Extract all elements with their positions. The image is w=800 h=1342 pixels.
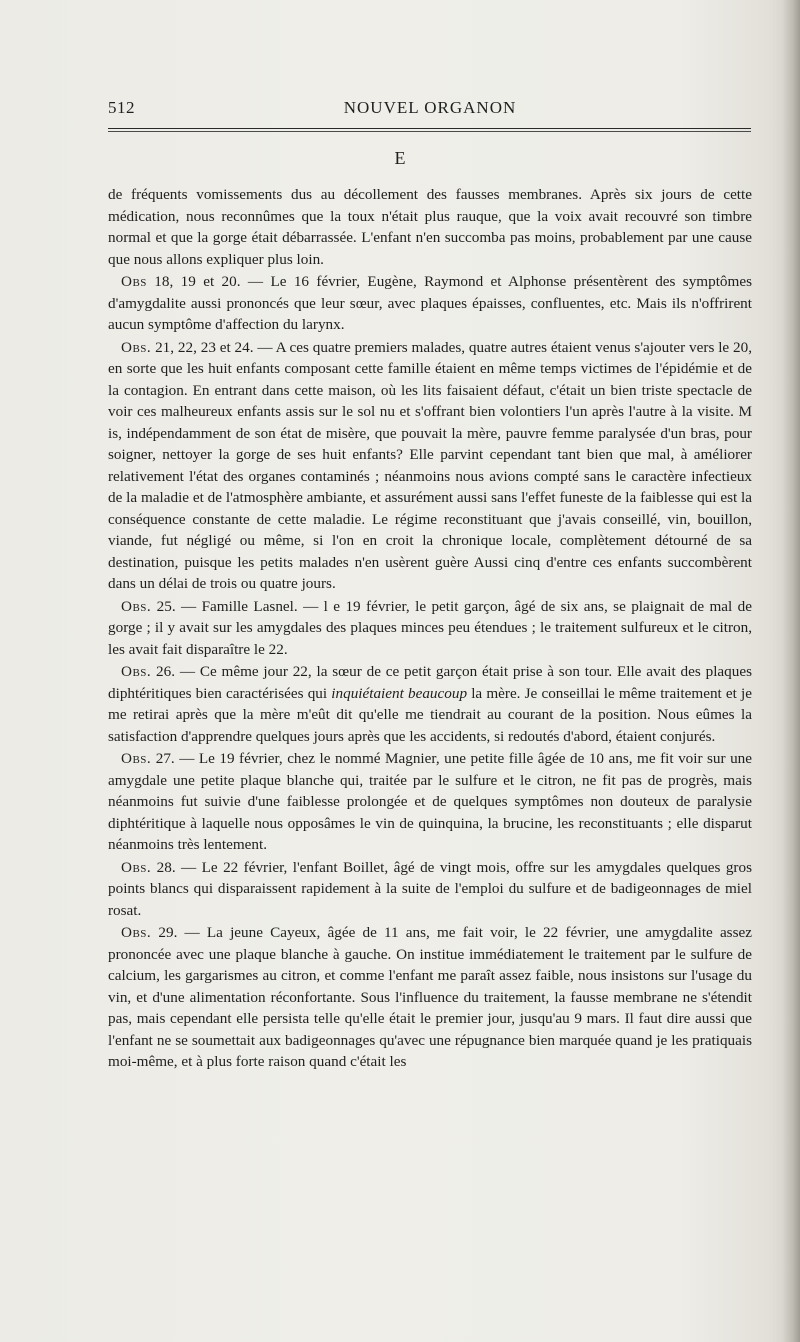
- observation-27: [108, 748, 752, 856]
- paragraph-text: 27. — Le 19 février, chez le nommé Magnier, une petite fille âgée de 10 ans, me fit voir sur une amygdale une petite plaque blanche qui, traitée par le sulfure et le citron, ne fit pas de progrès, mais néanmoins fut suivie d'une faiblesse prolongée et de quelques symptômes non douteux de paralysie diphtéritique à laquelle nous opposâmes le vin de quinquina, la brucine, les reconstituants ; elle disparut néanmoins très lentement.: [108, 750, 752, 853]
- observation-26: [108, 661, 752, 747]
- observation-25: [108, 596, 752, 661]
- observation-21-24: [108, 337, 752, 595]
- observation-label: Obs: [121, 273, 147, 290]
- paragraph-text: la mère. Je conseillai le même traitement et je me retirai après que la mère m'eût dit qu'elle me tiendrait au courant de la position. Nous eûmes la satisfaction d'apprendre quelques jours après que les accidents, si redoutés d'abord, étaient conjurés.: [108, 684, 752, 745]
- observation-label: Obs.: [121, 924, 152, 941]
- paragraph-continuation: [108, 184, 752, 270]
- paragraph-text: 28. — Le 22 février, l'enfant Boillet, âgé de vingt mois, offre sur les amygdales quelques gros points blancs qui disparaissent rapidement à la suite de l'emploi du sulfure et de badigeonnages de miel rosat.: [108, 858, 752, 919]
- observation-18-20: [108, 271, 752, 336]
- observation-label: Obs.: [121, 338, 152, 356]
- paragraph-text: 21, 22, 23 et 24. — A ces quatre premiers malades, quatre autres étaient venus s'ajouter vers le 20, en sorte que les huit enfants composant cette famille étaient en même temps victimes de l'épidémie et de la contagion. En entrant dans cette maison, où les lits faisaient défaut, c'était un bien triste spectacle de voir ces malheureux enfants assis sur le sol nu et s'offrant bien volontiers l'un après l'autre à la visite. M is, indépendamment de son état de misère, que pouvait la mère, pauvre femme paralysée d'un bras, pour soigner, nettoyer la gorge de ses huit enfants? Elle parvint cependant tant bien que mal, à améliorer relativement l'état des organes contaminés ; néanmoins nous avions compté sans le caractère infectieux de la maladie et de l'atmosphère ambiante, et assurément aussi sans l'effet funeste de la faiblesse qui est la conséquence constante de cette maladie. Le régime reconstituant que j'avais conseillé, vin, bouillon, viande, fut négligé ou même, si l'on en croit la chronique locale, complètement détourné de sa destination, puisque les petits malades n'en usèrent guère Aussi cinq d'entre ces enfants succombèrent dans un délai de trois ou quatre jours.: [108, 338, 752, 592]
- paragraph-text: 29. — La jeune Cayeux, âgée de 11 ans, me fait voir, le 22 février, une amygdalite assez prononcée avec une plaque blanche à gauche. On institue immédiatement le traitement par le sulfure de calcium, les gargarismes au citron, et comme l'enfant me paraît assez faible, nous insistons sur l'usage du vin, et d'une alimentation réconfortante. Sous l'influence du traitement, la fausse membrane ne s'étendit pas, mais cependant elle persista telle qu'elle était le premier jour, jusqu'au 9 mars. Il faut dire aussi que l'enfant ne se soumettait aux badigeonnages qu'avec une répugnance bien marquée quand je les pratiquais moi-même, et à plus forte raison quand c'était les: [108, 924, 752, 1070]
- paragraph-text: 25. — Famille Lasnel. — l e 19 février, le petit garçon, âgé de six ans, se plaignait de mal de gorge ; il y avait sur les amygdales des plaques minces peu étendues ; le traitement sulfureux et le citron, les avait fait disparaître le 22.: [108, 597, 752, 658]
- observation-label: Obs.: [121, 858, 152, 876]
- running-title: NOUVEL ORGANON: [343, 98, 517, 117]
- header-rule-secondary: [108, 131, 751, 132]
- page-edge-shadow: [782, 0, 800, 1342]
- page-number: 512: [108, 98, 135, 117]
- italic-emphasis: inquiétaient beaucoup: [331, 684, 468, 702]
- paragraph-text: 18, 19 et 20. — Le 16 février, Eugène, Raymond et Alphonse présentèrent des symptômes d'amygdalite aussi prononcés que leur sœur, avec plaques épaisses, confluentes, etc. Mais ils n'offrirent aucun symptôme d'affection du larynx.: [108, 273, 752, 333]
- observation-label: Obs.: [121, 663, 152, 680]
- paragraph-text: de fréquents vomissements dus au décollement des fausses membranes. Après six jours de cette médication, nous reconnûmes que la toux n'était plus rauque, que la voix avait recouvré son timbre normal et que la gorge était débarrassée. L'enfant n'en succomba pas moins, probablement par une cause que nous allons expliquer plus loin.: [108, 186, 752, 268]
- running-header: [108, 98, 752, 122]
- observation-label: Obs.: [121, 597, 152, 615]
- header-rule: [108, 128, 751, 129]
- paragraph-text: 26. — Ce même jour 22, la sœur de ce petit garçon était prise à son tour. Elle avait des plaques diphtéritiques bien caractérisées qui: [108, 663, 752, 702]
- body-text: [108, 184, 752, 1073]
- observation-28: [108, 857, 752, 922]
- observation-label: Obs.: [121, 750, 152, 767]
- section-letter: E: [394, 148, 406, 168]
- observation-29: [108, 922, 752, 1073]
